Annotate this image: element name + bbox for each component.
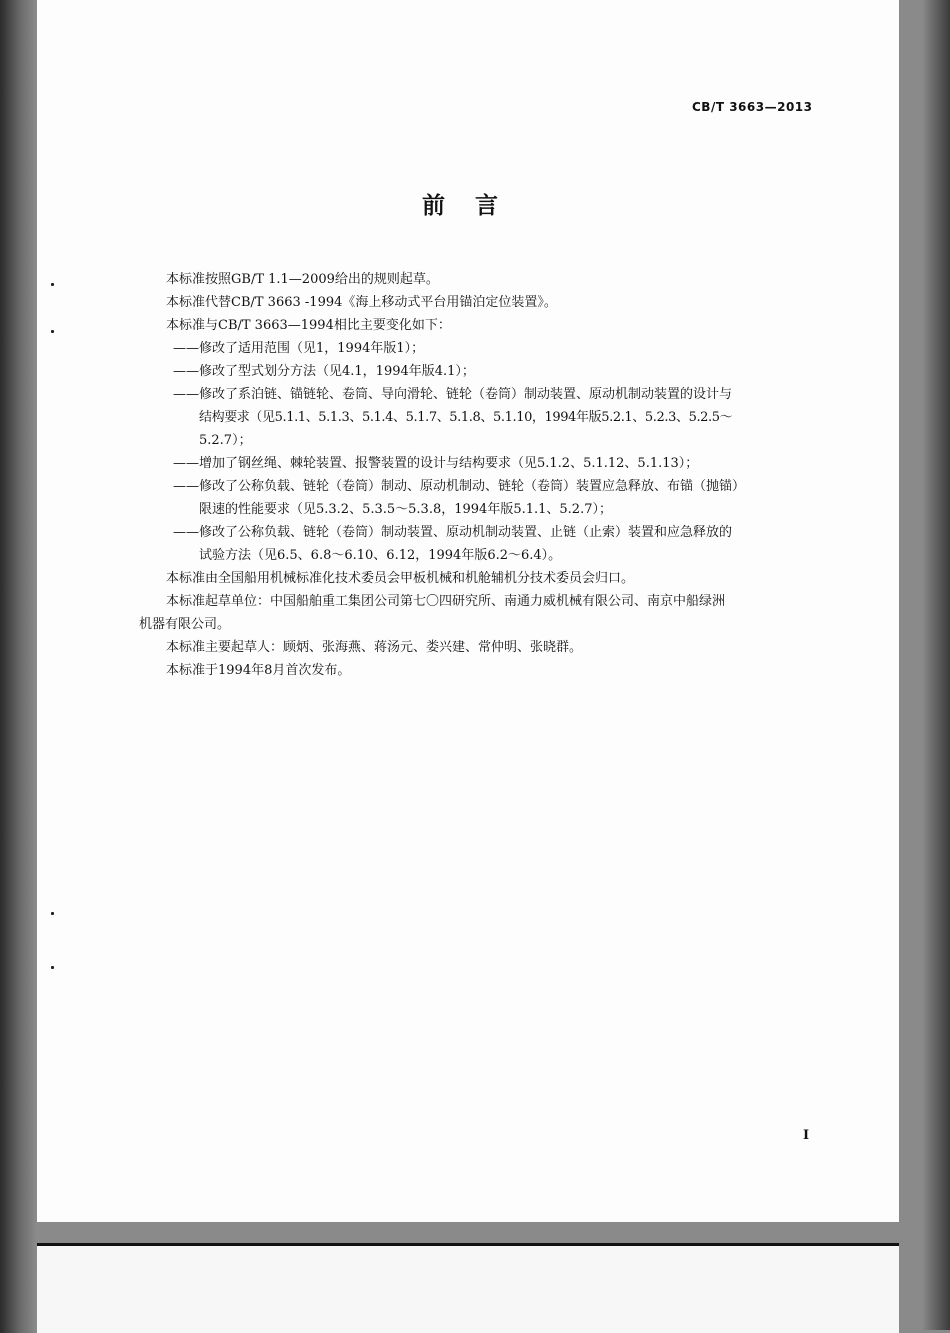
paragraph-line: 5.2.7）； xyxy=(199,433,252,448)
paragraph-line: 本标准按照GB/T 1.1—2009给出的规则起草。 xyxy=(166,272,439,287)
paragraph-line: ——增加了钢丝绳、棘轮装置、报警装置的设计与结构要求（见5.1.2、5.1.12、5.1.13）； xyxy=(173,456,699,471)
paragraph-line: 本标准与CB/T 3663—1994相比主要变化如下： xyxy=(166,318,451,333)
page-title: 前言 xyxy=(422,193,528,219)
paragraph-line: ——修改了公称负载、链轮（卷筒）制动装置、原动机制动装置、止链（止索）装置和应急释放的 xyxy=(173,525,733,540)
standard-number: CB/T 3663—2013 xyxy=(692,100,813,114)
next-page-edge xyxy=(37,1243,899,1333)
scan-speck xyxy=(51,912,54,915)
paragraph-line: ——修改了系泊链、锚链轮、卷筒、导向滑轮、链轮（卷筒）制动装置、原动机制动装置的设计与 xyxy=(173,387,733,402)
paragraph-line: 结构要求（见5.1.1、5.1.3、5.1.4、5.1.7、5.1.8、5.1.10，1994年版5.2.1、5.2.3、5.2.5～ xyxy=(199,410,733,425)
paragraph-line: 本标准代替CB/T 3663 -1994《海上移动式平台用锚泊定位装置》。 xyxy=(166,295,557,310)
paragraph-line: 本标准起草单位：中国船舶重工集团公司第七〇四研究所、南通力威机械有限公司、南京中船绿洲 xyxy=(166,594,726,609)
paragraph-line: 本标准于1994年8月首次发布。 xyxy=(166,663,351,678)
paragraph-line: 机器有限公司。 xyxy=(139,617,231,632)
document-page xyxy=(37,0,899,1222)
paragraph-line: 本标准主要起草人：顾炳、张海燕、蒋汤元、娄兴建、常仲明、张晓群。 xyxy=(166,640,583,655)
scan-speck xyxy=(51,330,54,333)
scan-speck xyxy=(51,966,54,969)
paragraph-line: 本标准由全国船用机械标准化技术委员会甲板机械和机舱辅机分技术委员会归口。 xyxy=(166,571,635,586)
page-number: I xyxy=(803,1128,810,1143)
paragraph-line: 试验方法（见6.5、6.8～6.10、6.12，1994年版6.2～6.4）。 xyxy=(199,548,562,563)
scan-speck xyxy=(51,283,54,286)
paragraph-line: ——修改了型式划分方法（见4.1，1994年版4.1）； xyxy=(173,364,475,379)
paragraph-line: ——修改了公称负载、链轮（卷筒）制动、原动机制动、链轮（卷筒）装置应急释放、布锚（抛锚） xyxy=(173,479,746,494)
paragraph-line: ——修改了适用范围（见1，1994年版1）； xyxy=(173,341,425,356)
paragraph-line: 限速的性能要求（见5.3.2、5.3.5～5.3.8，1994年版5.1.1、5.2.7）； xyxy=(199,502,612,517)
